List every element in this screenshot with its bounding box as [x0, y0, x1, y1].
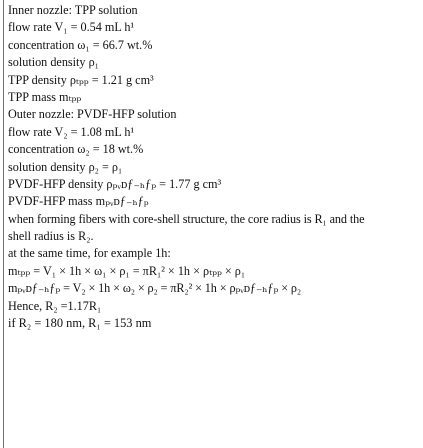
text-line-shell-radius: shell radius is R₂. [8, 229, 94, 244]
text-line-core-shell: when forming fibers with core-shell structure, the core radius is R₁ and the [8, 211, 365, 226]
text-line-inner-nozzle: Inner nozzle: TPP solution [8, 3, 138, 17]
text-line-outer-nozzle: Outer nozzle: PVDF-HFP solution [8, 107, 177, 122]
text-line-same-time: at the same time, for example 1h: [8, 246, 171, 261]
text-line-flow-rate-2: flow rate V₂ = 1.08 mL h¹ [8, 124, 135, 139]
text-line-concentration-2: concentration ω₂ = 18 wt.% [8, 142, 144, 157]
text-line-result: if R₂ = 180 nm, R₁ = 153 nm [8, 316, 152, 331]
text-line-tpp-density: TPP density ρₜₚₚ = 1.21 g cm³ [8, 72, 154, 87]
text-line-pvdf-mass: PVDF-HFP mass mₚᵥᴅƒ₋ₕƒₚ [8, 194, 149, 209]
text-line-hence: Hence, R₂ =1.17R₁ [8, 298, 102, 313]
equation-pvdf-mass: mₚᵥᴅƒ₋ₕƒₚ = V₂ × 1h × ω₂ × ρ₂ = πR₂² × 1h × ρₚᵥᴅƒ₋ₕƒₚ × ρ₂ [8, 281, 302, 296]
equation-tpp-mass: mₜₚₚ = V₁ × 1h × ω₁ × ρ₁ = πR₁² × 1h × ρₜₚₚ × ρ₁ [8, 263, 246, 278]
text-line-pvdf-density: PVDF-HFP density ρₚᵥᴅƒ₋ₕƒₚ = 1.77 g cm³ [8, 176, 222, 191]
text-block [8, 2, 417, 332]
text-line-flow-rate-1: flow rate V₁ = 0.54 mL h¹ [8, 20, 135, 35]
text-line-solution-density-2: solution density ρ₂ = ρ₁ [8, 159, 123, 174]
text-line-solution-density-1: solution density ρ₁ [8, 55, 99, 70]
text-line-concentration-1: concentration ω₁ = 66.7 wt.% [8, 37, 153, 52]
text-line-tpp-mass: TPP mass mₜₚₚ [8, 89, 82, 104]
left-margin-rule [3, 0, 4, 448]
